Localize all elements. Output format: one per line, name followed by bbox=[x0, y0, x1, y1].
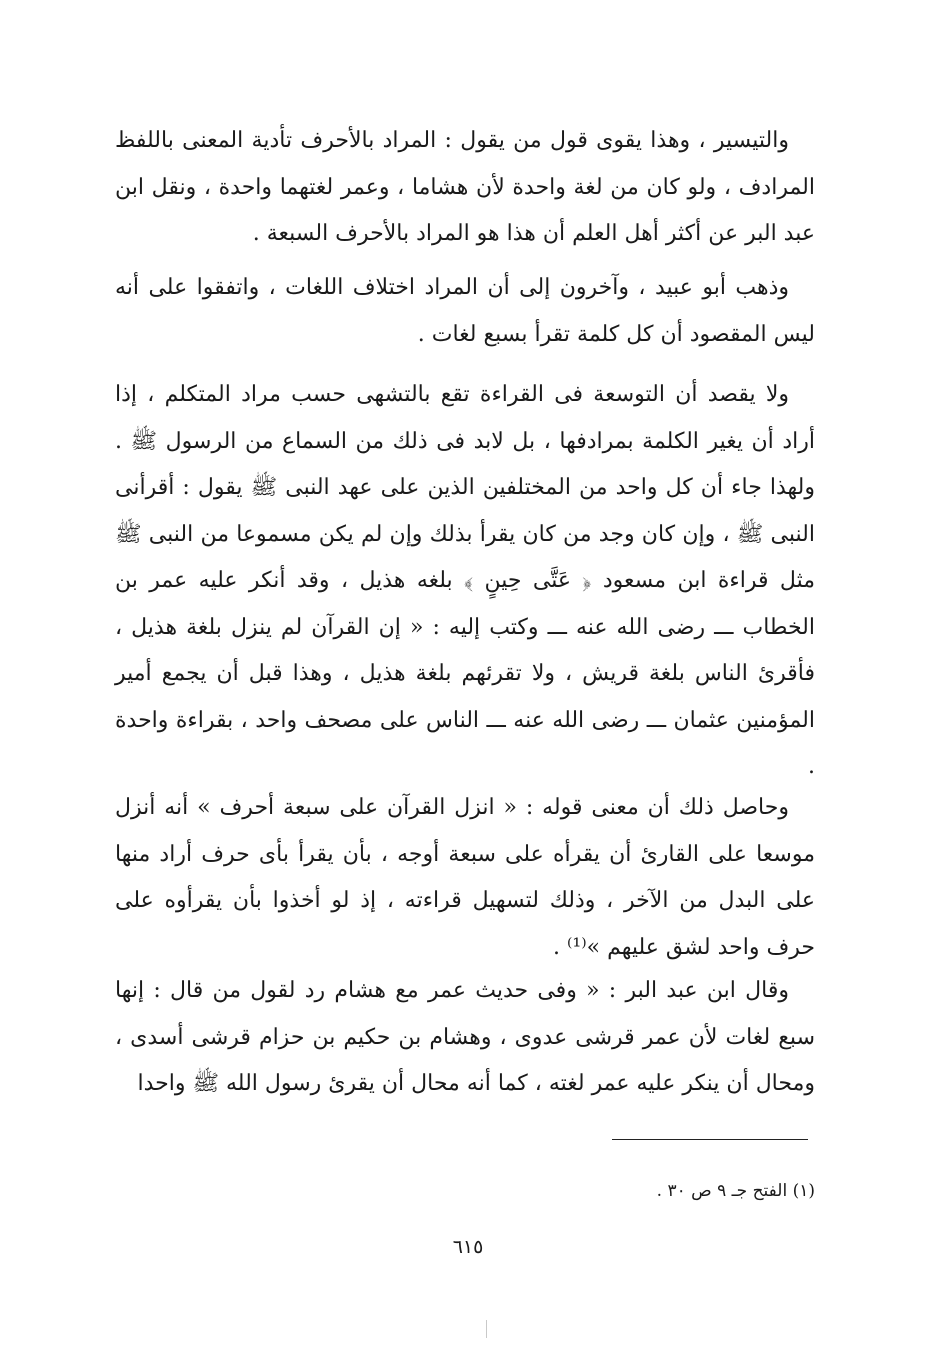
paragraph-2: وذهب أبو عبيد ، وآخرون إلى أن المراد اختلاف اللغات ، واتفقوا على أنه ليس المقصود أن كل كلمة تقرأ بسبع لغات . bbox=[115, 275, 815, 347]
paragraph-3: ولا يقصد أن التوسعة فى القراءة تقع بالتشهى حسب مراد المتكلم ، إذا أراد أن يغير الكلمة بمرادفها ، بل لابد فى ذلك من السماع من الرسول ﷺ . ولهذا جاء أن كل واحد من المختلفين الذين على عهد النبى ﷺ يقول : أقرأنى النبى ﷺ ، وإن كان وجد من كان يقرأ بذلك وإن لم يكن مسموعا من النبى ﷺ مثل قراءة ابن مسعود ﴿ عَتَّى حِينٍ ﴾ بلغه هذيل ، وقد أنكر عليه عمر بن الخطاب ـــ رضى الله عنه ـــ وكتب إليه : « إن القرآن لم ينزل بلغة هذيل ، فأقرئ الناس بلغة قريش ، ولا تقرئهم بلغة هذيل ، وهذا قبل أن يجمع أمير المؤمنين عثمان ـــ رضى الله عنه ـــ الناس على مصحف واحد ، بقراءة واحدة . bbox=[115, 382, 815, 779]
paragraph-5: وقال ابن عبد البر : « وفى حديث عمر مع هشام رد لقول من قال : إنها سبع لغات لأن عمر قرشى عدوى ، وهشام بن حكيم بن حزام قرشى أسدى ، ومحال أن ينكر عليه عمر لغته ، كما أنه محال أن يقرئ رسول الله ﷺ واحدا bbox=[115, 978, 815, 1096]
page-number: ٦١٥ bbox=[452, 1236, 484, 1258]
footnote: (١) الفتح جـ ٩ ص ٣٠ . bbox=[656, 1181, 815, 1201]
paragraph-1: والتيسير ، وهذا يقوى قول من يقول : المراد بالأحرف تأدية المعنى باللفظ المرادف ، ولو كان من لغة واحدة لأن هشاما ، وعمر لغتهما واحدة ، ونقل ابن عبد البر عن أكثر أهل العلم أن هذا هو المراد بالأحرف السبعة . bbox=[115, 128, 815, 246]
footnote-divider bbox=[612, 1139, 808, 1140]
paragraph-4: وحاصل ذلك أن معنى قوله : « انزل القرآن على سبعة أحرف » أنه أنزل موسعا على القارئ أن يقرأه على سبعة أوجه ، بأن يقرأ بأى حرف أراد منها على البدل من الآخر ، وذلك لتسهيل قراءته ، إذ لو أخذوا بأن يقرأوه على حرف واحد لشق عليهم »⁽¹⁾ . bbox=[115, 795, 815, 960]
scan-artifact bbox=[486, 1320, 487, 1338]
